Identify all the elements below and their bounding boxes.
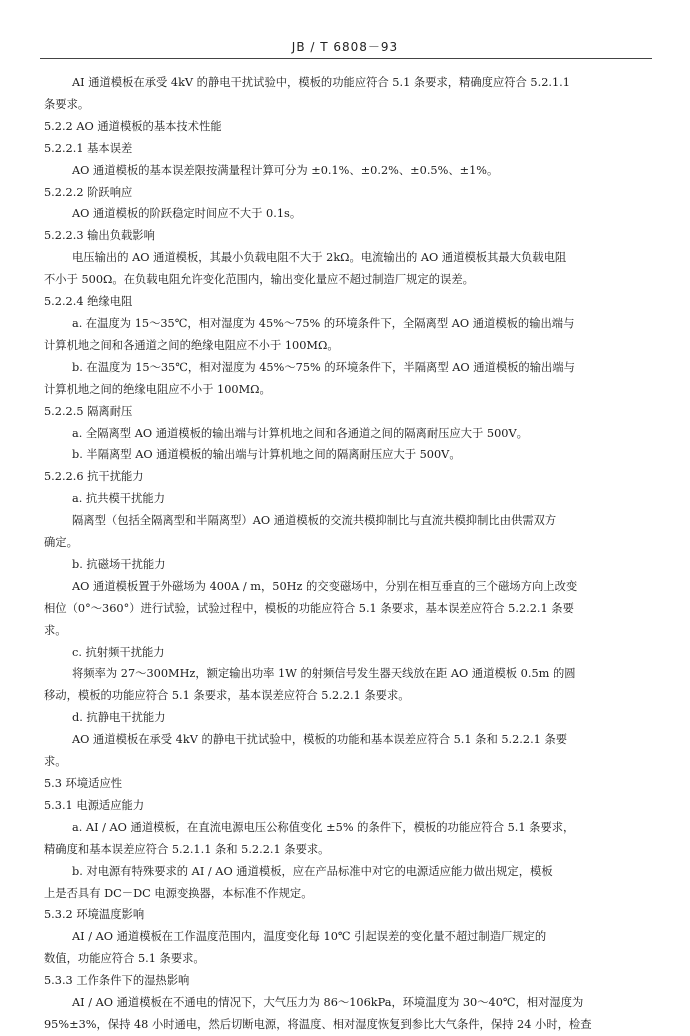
text-line: a. 全隔离型 AO 通道模板的输出端与计算机地之间和各通道之间的隔离耐压应大于 500V。 — [72, 426, 528, 440]
section-heading: 5.3 环境适应性 — [44, 777, 123, 790]
section-heading: 5.2.2.2 阶跃响应 — [44, 185, 133, 199]
text-line: c. 抗射频干扰能力 — [72, 645, 165, 659]
text-line: b. 对电源有特殊要求的 AI / AO 通道模板，应在产品标准中对它的电源适应能力做出规定，模板 — [72, 864, 553, 878]
text-line: 确定。 — [44, 536, 78, 550]
text-line: AO 通道模板在承受 4kV 的静电干扰试验中，模板的功能和基本误差应符合 5.1 条和 5.2.2.1 条要 — [72, 733, 568, 747]
text-line: 条要求。 — [44, 97, 90, 111]
section-heading: 5.3.2 环境温度影响 — [44, 908, 145, 922]
section-heading: 5.2.2.5 隔离耐压 — [44, 404, 133, 418]
standard-number-header: JB / T 6808－93 — [291, 40, 399, 54]
text-line: 相位（0°～360°）进行试验，试验过程中，模板的功能应符合 5.1 条要求，基本误差应符合 5.2.2.1 条要 — [44, 601, 574, 615]
text-line: a. 在温度为 15～35℃，相对湿度为 45%～75% 的环境条件下，全隔离型 AO 通道模板的输出端与 — [72, 316, 575, 330]
section-heading: 5.3.1 电源适应能力 — [44, 798, 145, 812]
section-heading: 5.2.2.3 输出负载影响 — [44, 229, 155, 243]
text-line: a. AI / AO 通道模板，在直流电源电压公称值变化 ±5% 的条件下，模板的功能应符合 5.1 条要求， — [72, 820, 575, 834]
text-line: 95%±3%，保持 48 小时通电，然后切断电源，将温度、相对湿度恢复到参比大气条件，保持 24 小时，检查 — [44, 1017, 592, 1031]
text-line: AO 通道模板的基本误差限按满量程计算可分为 ±0.1%、±0.2%、±0.5%、±1%。 — [72, 163, 499, 177]
text-line: 隔离型（包括全隔离型和半隔离型）AO 通道模板的交流共模抑制比与直流共模抑制比由供需双方 — [72, 514, 557, 528]
text-line: b. 在温度为 15～35℃，相对湿度为 45%～75% 的环境条件下，半隔离型 AO 通道模板的输出端与 — [72, 360, 575, 374]
text-line: 不小于 500Ω。在负载电阻允许变化范围内，输出变化量应不超过制造厂规定的误差。 — [44, 273, 474, 287]
text-line: AO 通道模板置于外磁场为 400A / m，50Hz 的交变磁场中，分别在相互垂直的三个磁场方向上改变 — [72, 579, 578, 593]
section-heading: 5.2.2 AO 通道模板的基本技术性能 — [44, 119, 222, 133]
text-line: 上是否具有 DC－DC 电源变换器，本标准不作规定。 — [44, 886, 313, 900]
text-line: 计算机地之间的绝缘电阻应不小于 100MΩ。 — [44, 382, 271, 396]
text-line: AI / AO 通道模板在不通电的情况下，大气压力为 86～106kPa，环境温度为 30～40℃，相对湿度为 — [72, 996, 584, 1010]
text-line: AO 通道模板的阶跃稳定时间应不大于 0.1s。 — [72, 207, 302, 221]
section-heading: 5.2.2.4 绝缘电阻 — [44, 295, 133, 309]
text-line: d. 抗静电干扰能力 — [72, 711, 166, 725]
header-rule — [40, 58, 652, 59]
text-line: AI / AO 通道模板在工作温度范围内，温度变化每 10℃ 引起误差的变化量不超过制造厂规定的 — [72, 930, 547, 944]
document-body — [44, 72, 648, 1036]
text-line: 精确度和基本误差应符合 5.2.1.1 条和 5.2.2.1 条要求。 — [44, 842, 330, 856]
text-line: b. 半隔离型 AO 通道模板的输出端与计算机地之间的隔离耐压应大于 500V。 — [72, 448, 461, 462]
text-line: 求。 — [44, 623, 67, 637]
text-line: 移动，模板的功能应符合 5.1 条要求，基本误差应符合 5.2.2.1 条要求。 — [44, 689, 410, 703]
section-heading: 5.2.2.1 基本误差 — [44, 141, 133, 155]
text-line: 计算机地之间和各通道之间的绝缘电阻应不小于 100MΩ。 — [44, 338, 339, 352]
text-line: b. 抗磁场干扰能力 — [72, 557, 166, 571]
text-line: AI 通道模板在承受 4kV 的静电干扰试验中，模板的功能应符合 5.1 条要求，精确度应符合 5.2.1.1 — [72, 76, 570, 89]
text-line: 求。 — [44, 755, 67, 769]
text-line: 数值，功能应符合 5.1 条要求。 — [44, 952, 205, 966]
text-line: 将频率为 27～300MHz，额定输出功率 1W 的射频信号发生器天线放在距 AO 通道模板 0.5m 的圆 — [72, 667, 576, 681]
section-heading: 5.3.3 工作条件下的湿热影响 — [44, 974, 190, 988]
section-heading: 5.2.2.6 抗干扰能力 — [44, 470, 144, 484]
text-line: 电压输出的 AO 通道模板，其最小负载电阻不大于 2kΩ。电流输出的 AO 通道模板其最大负载电阻 — [72, 251, 567, 265]
text-line: a. 抗共模干扰能力 — [72, 492, 165, 506]
